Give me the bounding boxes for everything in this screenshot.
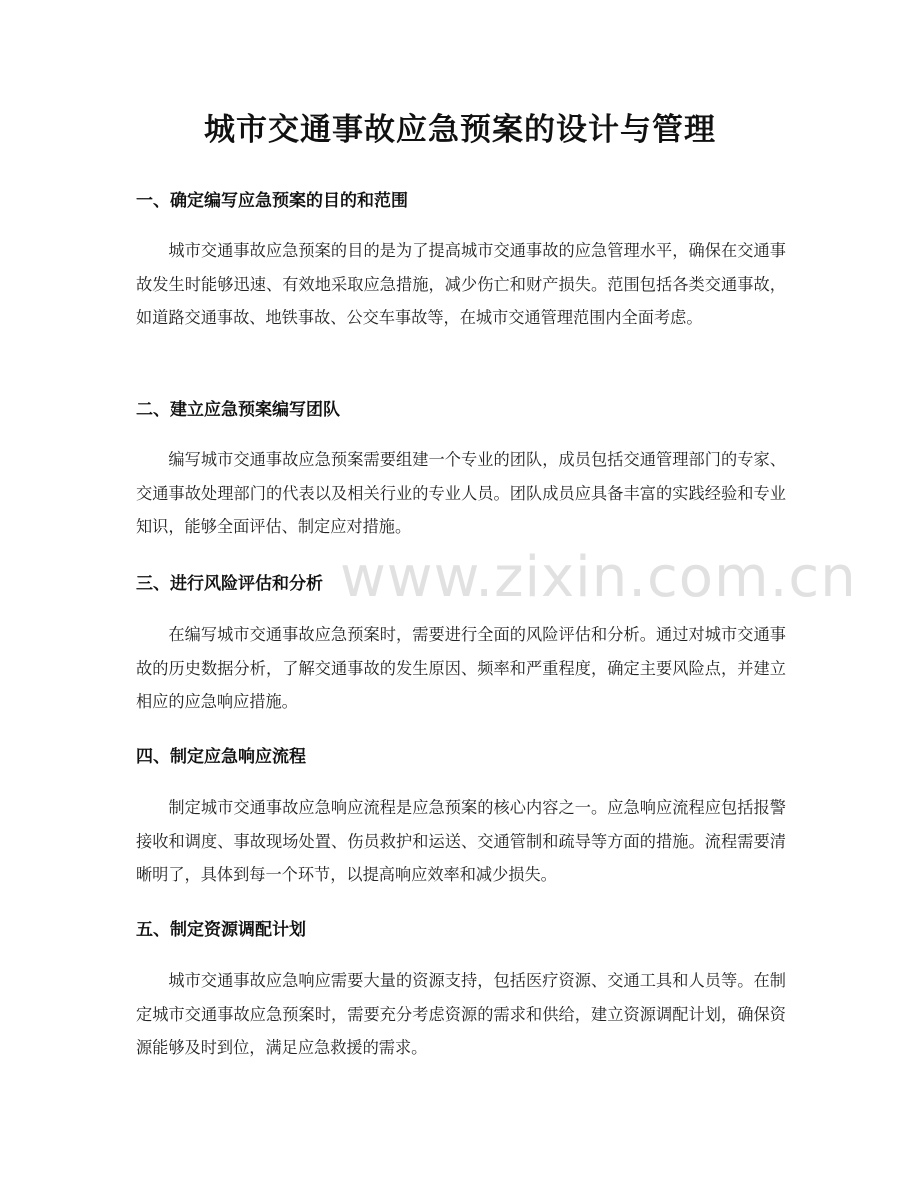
section-heading-2: 二、建立应急预案编写团队 bbox=[136, 400, 340, 420]
section-heading-3: 三、进行风险评估和分析 bbox=[136, 574, 323, 594]
section-heading-4: 四、制定应急响应流程 bbox=[136, 747, 306, 767]
page-title: 城市交通事故应急预案的设计与管理 bbox=[204, 112, 716, 148]
section-heading-5: 五、制定资源调配计划 bbox=[136, 920, 306, 940]
section-body-3: 在编写城市交通事故应急预案时，需要进行全面的风险评估和分析。通过对城市交通事故的历史数据分析，了解交通事故的发生原因、频率和严重程度，确定主要风险点，并建立相应的应急响应措施。 bbox=[136, 625, 786, 711]
section-body-2: 编写城市交通事故应急预案需要组建一个专业的团队，成员包括交通管理部门的专家、交通事故处理部门的代表以及相关行业的专业人员。团队成员应具备丰富的实践经验和专业知识，能够全面评估、制定应对措施。 bbox=[136, 450, 786, 536]
section-body-1: 城市交通事故应急预案的目的是为了提高城市交通事故的应急管理水平，确保在交通事故发生时能够迅速、有效地采取应急措施，减少伤亡和财产损失。范围包括各类交通事故，如道路交通事故、地铁事故、公交车事故等，在城市交通管理范围内全面考虑。 bbox=[136, 241, 786, 327]
section-body-5: 城市交通事故应急响应需要大量的资源支持，包括医疗资源、交通工具和人员等。在制定城市交通事故应急预案时，需要充分考虑资源的需求和供给，建立资源调配计划，确保资源能够及时到位，满足应急救援的需求。 bbox=[136, 971, 786, 1057]
section-body-4: 制定城市交通事故应急响应流程是应急预案的核心内容之一。应急响应流程应包括报警接收和调度、事故现场处置、伤员救护和运送、交通管制和疏导等方面的措施。流程需要清晰明了，具体到每一个环节，以提高响应效率和减少损失。 bbox=[136, 798, 786, 884]
section-heading-1: 一、确定编写应急预案的目的和范围 bbox=[136, 191, 408, 211]
watermark: www.zixin.com.cn bbox=[340, 545, 857, 610]
